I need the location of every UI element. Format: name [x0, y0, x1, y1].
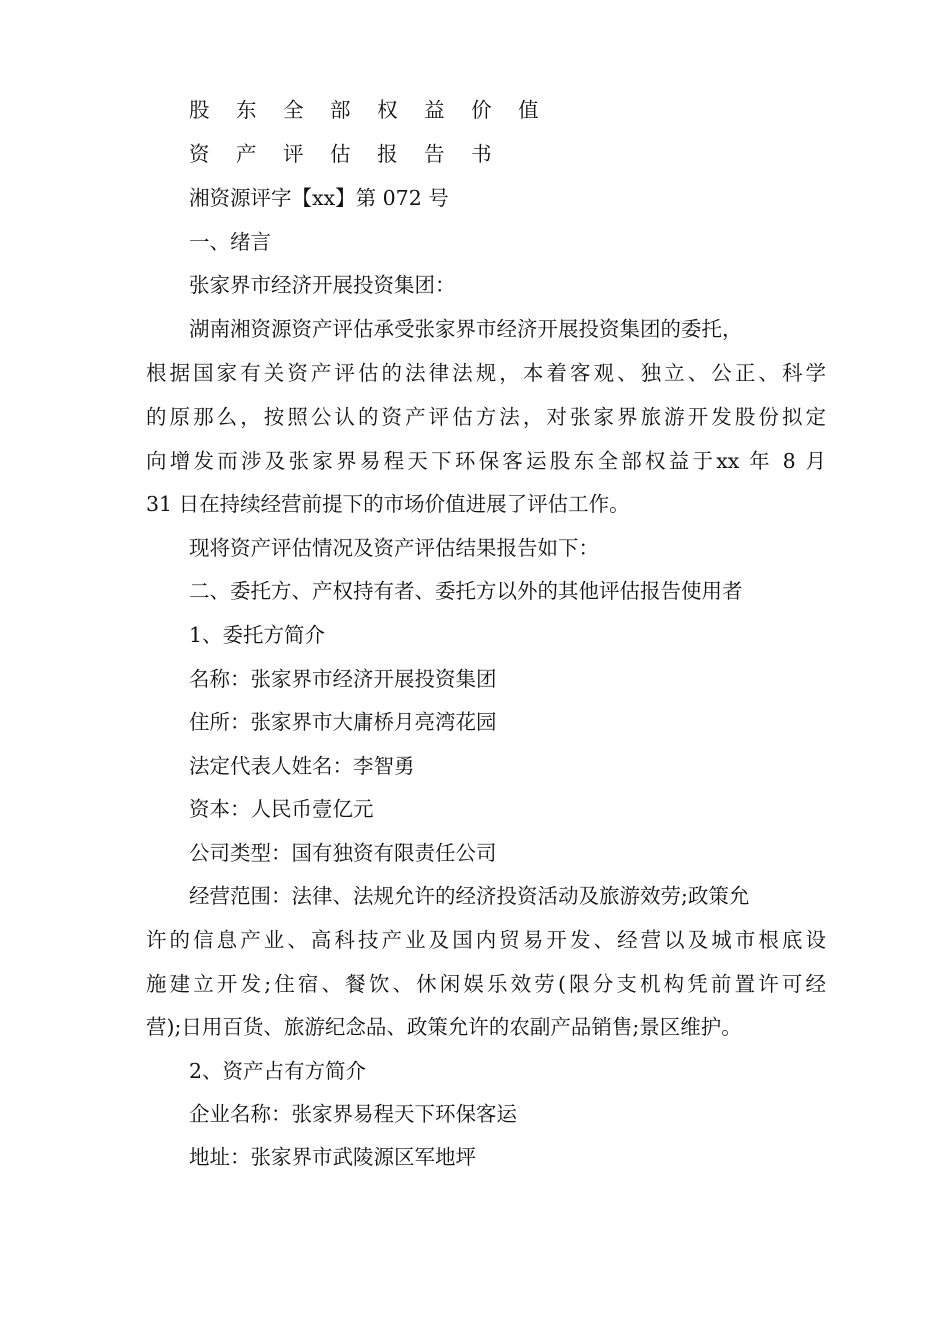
holder-name: 企业名称：张家界易程天下环保客运	[189, 1102, 517, 1126]
client-capital: 资本：人民币壹亿元	[189, 797, 374, 821]
client-address: 住所：张家界市大庸桥月亮湾花园	[189, 710, 497, 734]
intro-line: 向增发而涉及张家界易程天下环保客运股东全部权益于xx 年 8 月	[146, 449, 826, 473]
section-2-heading: 二、委托方、产权持有者、委托方以外的其他评估报告使用者	[189, 579, 743, 603]
section-1-heading: 一、绪言	[189, 230, 271, 254]
client-scope-line: 经营范围：法律、法规允许的经济投资活动及旅游效劳;政策允	[189, 884, 750, 908]
report-number: 湘资源评字【xx】第 072 号	[189, 186, 449, 210]
intro-line: 湖南湘资源资产评估承受张家界市经济开展投资集团的委托，	[189, 317, 743, 341]
intro-line: 根据国家有关资产评估的法律法规，本着客观、独立、公正、科学	[146, 361, 826, 385]
client-scope-line: 许的信息产业、高科技产业及国内贸易开发、经营以及城市根底设	[146, 928, 826, 952]
client-heading: 1、委托方简介	[189, 623, 326, 647]
intro-line: 的原那么，按照公认的资产评估方法，对张家界旅游开发股份拟定	[146, 405, 826, 429]
client-company-type: 公司类型：国有独资有限责任公司	[189, 841, 497, 865]
client-representative: 法定代表人姓名：李智勇	[189, 754, 415, 778]
addressee: 张家界市经济开展投资集团：	[189, 273, 456, 297]
holder-address: 地址：张家界市武陵源区军地坪	[189, 1145, 476, 1169]
title-line-2: 资 产 评 估 报 告 书	[189, 142, 502, 166]
intro-line: 31 日在持续经营前提下的市场价值进展了评估工作。	[146, 492, 630, 516]
client-scope-line: 施建立开发;住宿、餐饮、休闲娱乐效劳(限分支机构凭前置许可经	[146, 972, 826, 996]
title-line-1: 股 东 全 部 权 益 价 值	[189, 98, 549, 122]
holder-heading: 2、资产占有方简介	[189, 1059, 367, 1083]
client-name: 名称：张家界市经济开展投资集团	[189, 667, 497, 691]
client-scope-line: 营);日用百货、旅游纪念品、政策允许的农副产品销售;景区维护。	[146, 1015, 742, 1039]
report-follows: 现将资产评估情况及资产评估结果报告如下：	[189, 536, 599, 560]
